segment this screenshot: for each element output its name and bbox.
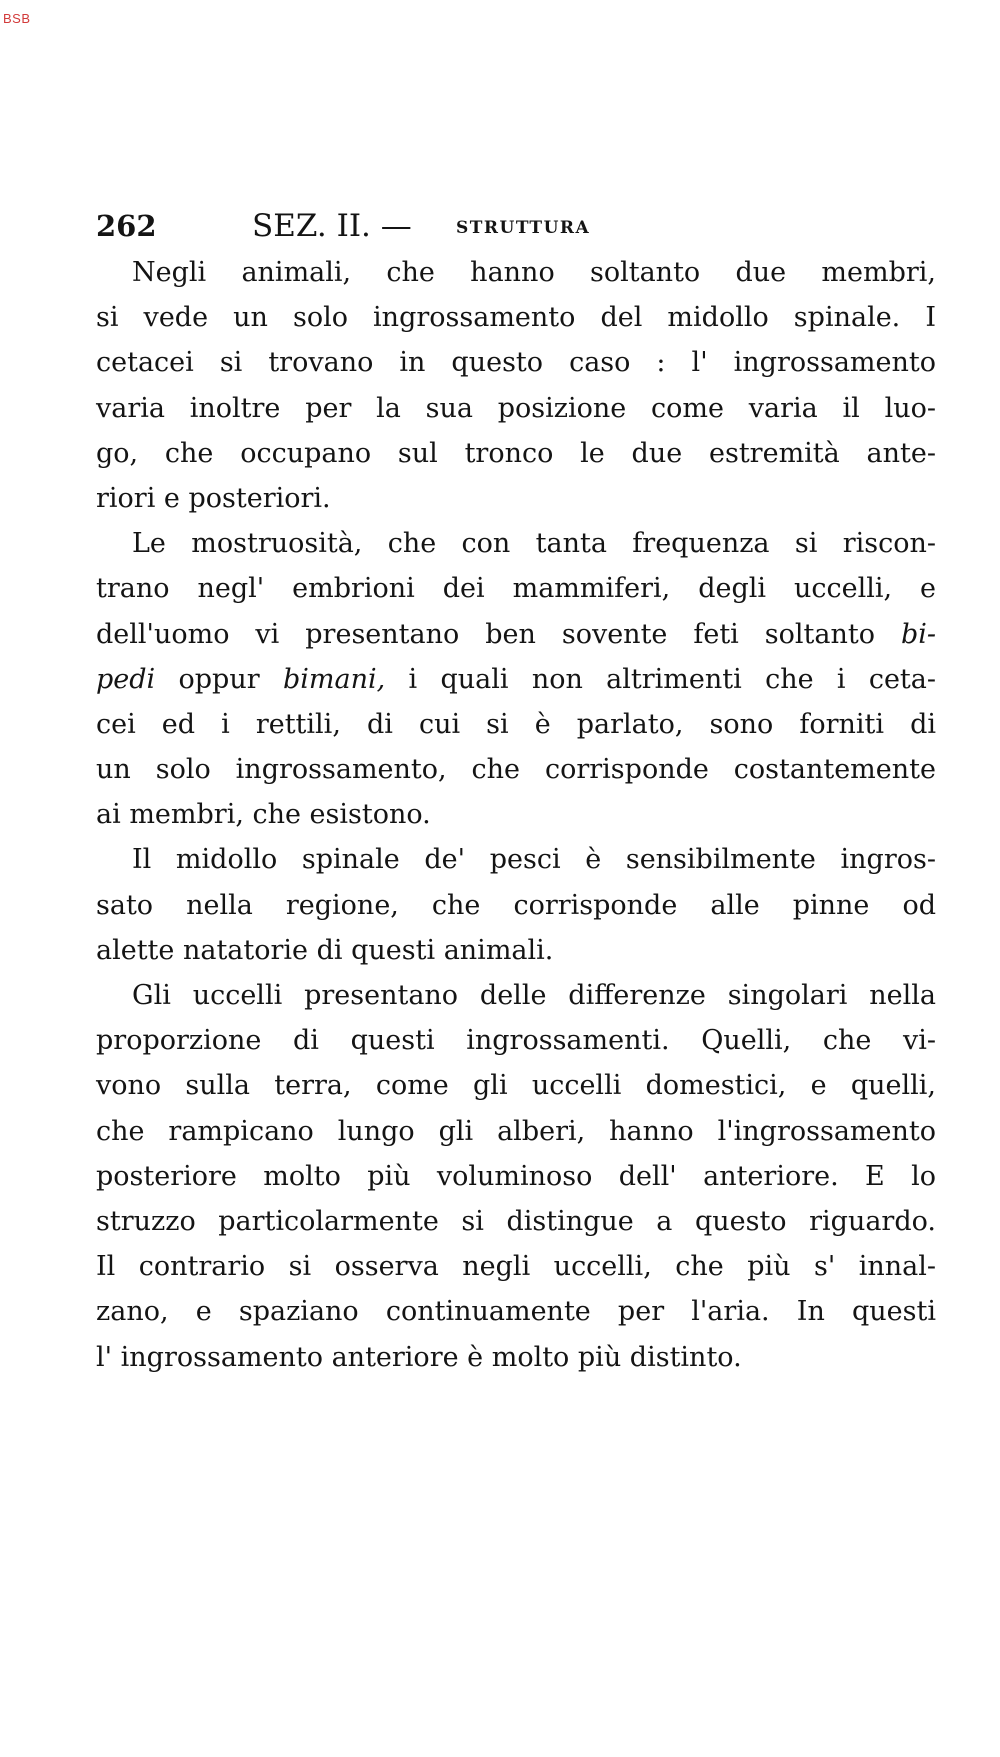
text-line: ai membri, che esistono. bbox=[96, 799, 431, 831]
section-label: SEZ. II. — bbox=[252, 208, 412, 244]
page-number: 262 bbox=[96, 209, 157, 243]
paragraph bbox=[96, 973, 936, 1380]
text-line: posteriore molto più voluminoso dell' anteriore. E lo bbox=[96, 1160, 936, 1192]
text-line: si vede un solo ingrossamento del midollo spinale. I bbox=[96, 302, 936, 334]
text-line: varia inoltre per la sua posizione come varia il luo- bbox=[96, 392, 936, 424]
text-line: l' ingrossamento anteriore è molto più distinto. bbox=[96, 1341, 742, 1373]
italic-word: bi- bbox=[900, 618, 936, 650]
text-line: riori e posteriori. bbox=[96, 482, 331, 514]
text-line: che rampicano lungo gli alberi, hanno l'ingrossamento bbox=[96, 1115, 936, 1147]
text-line: struzzo particolarmente si distingue a questo riguardo. bbox=[96, 1205, 936, 1237]
paragraph bbox=[96, 837, 936, 973]
text-line: trano negl' embrioni dei mammiferi, degli uccelli, e bbox=[96, 573, 936, 605]
text-line: proporzione di questi ingrossamenti. Quelli, che vi- bbox=[96, 1025, 936, 1057]
text-line: go, che occupano sul tronco le due estremità ante- bbox=[96, 437, 936, 469]
text-line: Il contrario si osserva negli uccelli, che più s' innal- bbox=[96, 1251, 936, 1283]
text-line: sato nella regione, che corrisponde alle pinne od bbox=[96, 889, 936, 921]
text-segment: dell'uomo vi presentano ben sovente feti soltanto bbox=[96, 618, 875, 650]
text-line: cei ed i rettili, di cui si è parlato, sono forniti di bbox=[96, 708, 936, 740]
italic-word: pedi bbox=[96, 663, 156, 695]
paragraph bbox=[96, 521, 936, 837]
page-header bbox=[96, 204, 936, 248]
library-watermark: BSB bbox=[3, 11, 31, 26]
text-line: zano, e spaziano continuamente per l'aria. In questi bbox=[96, 1296, 936, 1328]
text-segment: i quali non altrimenti che i ceta- bbox=[408, 663, 936, 695]
paragraph bbox=[96, 250, 936, 521]
text-segment: oppur bbox=[178, 663, 260, 695]
body-text bbox=[96, 250, 936, 1380]
text-line: un solo ingrossamento, che corrisponde costantemente bbox=[96, 754, 936, 786]
text-line: Il midollo spinale de' pesci è sensibilmente ingros- bbox=[132, 844, 936, 876]
text-line: Le mostruosità, che con tanta frequenza si riscon- bbox=[132, 528, 936, 560]
text-line: cetacei si trovano in questo caso : l' ingrossamento bbox=[96, 347, 936, 379]
text-line: Negli animali, che hanno soltanto due membri, bbox=[132, 257, 936, 288]
text-line bbox=[96, 612, 936, 657]
text-line bbox=[96, 657, 936, 702]
text-line: vono sulla terra, come gli uccelli domestici, e quelli, bbox=[96, 1070, 936, 1102]
text-line: alette natatorie di questi animali. bbox=[96, 934, 554, 966]
italic-word: bimani, bbox=[282, 663, 386, 695]
running-title: STRUTTURA bbox=[456, 218, 591, 238]
text-line: Gli uccelli presentano delle differenze singolari nella bbox=[132, 980, 936, 1011]
